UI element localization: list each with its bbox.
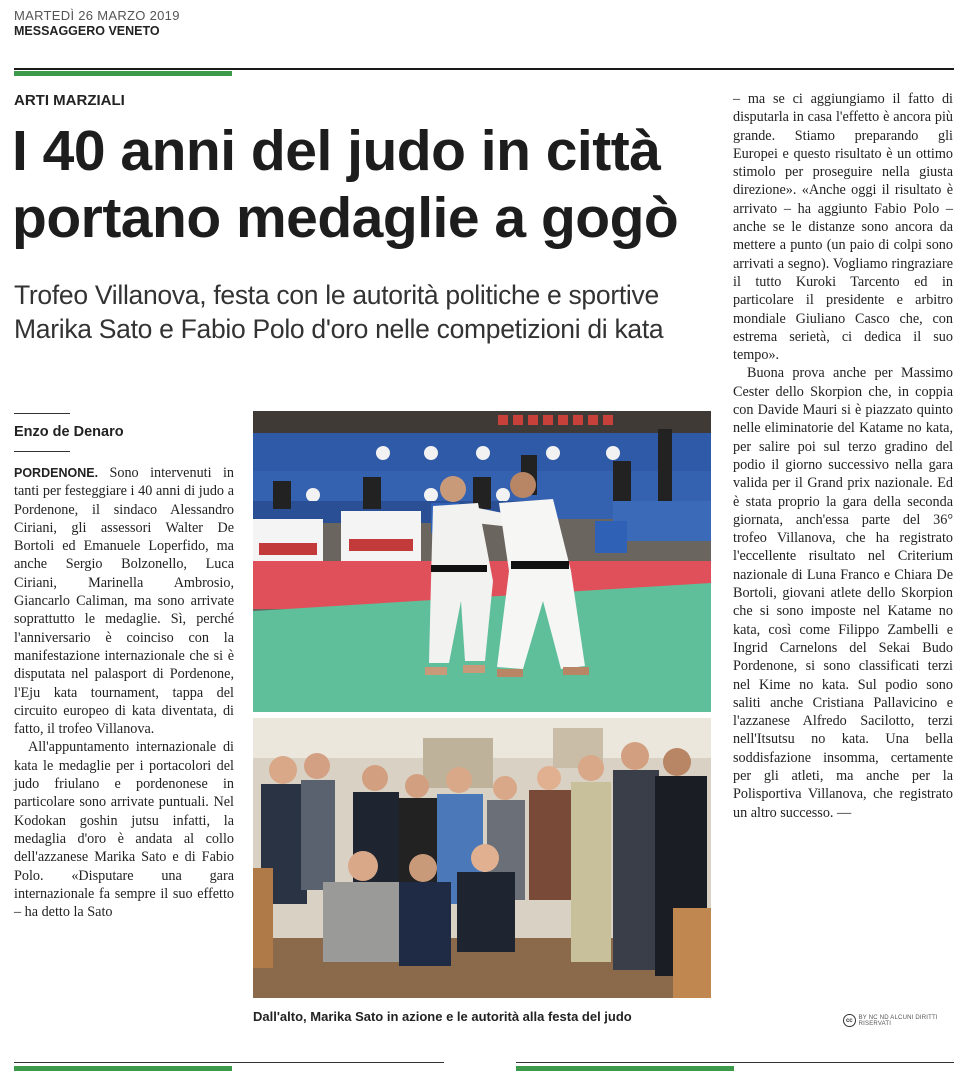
byline: Enzo de Denaro — [14, 424, 124, 440]
subhead-line-2: Marika Sato e Fabio Polo d'oro nelle competizioni di kata — [14, 314, 664, 344]
paragraph-1 — [14, 464, 234, 738]
photo-1-illustration — [253, 411, 711, 712]
paragraph-4: Buona prova anche per Massimo Cester dello Skorpion che, in coppia con Davide Mauri si è piazzato quinto nelle eliminatorie del Katame no kata, per salire poi sul terzo gradino del podio il giorno successivo nella gara valida per il Grand prix nazionale. Ed è stata proprio la gara della seconda giornata, anch'essa parte del 36° trofeo Villanova, che ha registrato l'eccellente risultato nel Criterium nazionale di Luna Franco e Chiara De Bortoli, giovani atlete dello Skorpion che si sono imposte nel Katame no kata, così come Filippo Zambelli e Ingrid Carnelons del Sekai Budo Pordenone, si sono classificati terzi nel Kime no kata. Sul podio sono saliti anche Cristiana Pallavicino e l'azzanese Alfredo Sacilotto, terzi nell'Itsutsu no kata. Una bella soddisfazione insomma, certamente per gli atleti, ma anche per la Polisportiva Villanova, che registrato un altro successo. — — [733, 365, 953, 821]
article-column-1 — [14, 464, 234, 921]
photo-authorities-group — [253, 718, 711, 998]
license-mark — [843, 1014, 968, 1027]
newspaper-name: MESSAGGERO VENETO — [14, 24, 160, 38]
bottom-rule-left — [14, 1062, 444, 1063]
bottom-rule-right — [516, 1062, 954, 1063]
paragraph-2: All'appuntamento internazionale di kata le medaglie per i portacolori del judo friulano e pordenonese in particolare sono arrivate puntuali. Nel Kodokan goshin jutsu infatti, la medaglia d'oro è andata al collo dell'azzanese Marika Sato e di Fabio Polo. «Disputare una gara internazionale fa sempre il suo effetto – ha detto la Sato — [14, 739, 234, 921]
photo-caption: Dall'alto, Marika Sato in azione e le autorità alla festa del judo — [253, 1009, 632, 1024]
paragraph-3: – ma se ci aggiungiamo il fatto di disputarla in casa l'effetto è ancora più grande. Stiamo preparando gli Europei e questo risultato è un ottimo stimolo per proseguire nella giusta direzione». «Anche oggi il risultato è arrivato – ha aggiunto Fabio Polo – anche se le distanze sono ancora da mettere a punto (un paio di colpi sono arrivati a segno). Vogliamo ringraziare il tutto Kuroki Tarcento ed in particolare il presidente e arbitro mondiale Giuliano Casco che, con estrema serietà, ci dedica il suo tempo». — [733, 91, 953, 364]
subhead-line-1: Trofeo Villanova, festa con le autorità politiche e sportive — [14, 280, 659, 310]
creative-commons-icon: cc — [843, 1014, 856, 1027]
issue-date: MARTEDÌ 26 MARZO 2019 — [14, 8, 180, 23]
headline-line-1: I 40 anni del judo in città — [12, 119, 661, 183]
byline-rule-top — [14, 413, 70, 414]
article-column-3 — [733, 90, 953, 822]
bottom-green-bar-right — [516, 1066, 734, 1071]
section-label: ARTI MARZIALI — [14, 92, 125, 109]
bottom-green-bar-left — [14, 1066, 232, 1071]
byline-rule-bottom — [14, 451, 70, 452]
dateline: PORDENONE. — [14, 466, 99, 480]
top-rule — [14, 68, 954, 70]
license-text: BY NC ND ALCUNI DIRITTI RISERVATI — [858, 1014, 938, 1027]
top-green-bar — [14, 71, 232, 76]
photo-judo-kata-action — [253, 411, 711, 712]
headline — [12, 118, 722, 252]
photo-2-illustration — [253, 718, 711, 998]
paragraph-1-text: Sono intervenuti in tanti per festeggiare i 40 anni di judo a Pordenone, il sindaco Alessandro Ciriani, gli assessori Walter De Bortoli ed Emanuele Loperfido, ma anche Sergio Bolzonello, Luca Ciriani, Marinella Ambrosio, Giancarlo Caliman, ma sono arrivate soprattutto le medaglie. Sì, perché l'anniversario è coinciso con la manifestazione internazionale che si è disputata nel palasport di Pordenone, l'Eju kata tournament, tappa del circuito europeo di kata diventata, di fatto, il trofeo Villanova. — [14, 465, 235, 738]
headline-line-2: portano medaglie a gogò — [12, 186, 679, 250]
masthead — [14, 8, 180, 38]
subheadline — [14, 278, 714, 346]
